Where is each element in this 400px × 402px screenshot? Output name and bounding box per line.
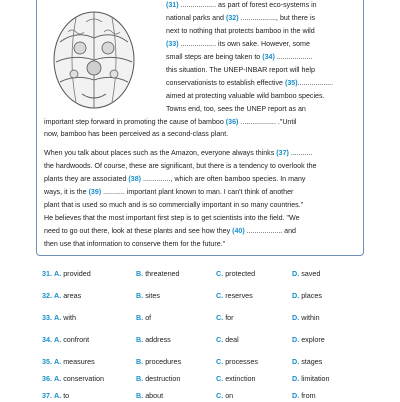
answer-option-37-C[interactable] [216, 390, 233, 402]
option-letter: C. [216, 374, 224, 383]
option-text: places [301, 291, 322, 300]
option-letter: D. [292, 357, 300, 366]
answer-option-34-C[interactable] [216, 334, 239, 346]
option-text: measures [63, 357, 95, 366]
option-text: provided [63, 269, 91, 278]
answer-option-35-D[interactable] [292, 356, 322, 368]
option-text: with [63, 313, 76, 322]
option-letter: A. [54, 335, 62, 344]
answer-option-33-B[interactable] [136, 312, 151, 324]
option-letter: C. [216, 313, 224, 322]
option-letter: A. [54, 291, 62, 300]
passage-line: plant that is used so much and is so commercially important in so many countries." [44, 201, 304, 209]
option-letter: D. [292, 335, 300, 344]
passage-line: (31) .................. as part of forest eco-systems in [166, 1, 317, 9]
option-text: address [145, 335, 171, 344]
question-row-36 [42, 373, 372, 385]
option-text: sites [145, 291, 160, 300]
answer-option-32-D[interactable] [292, 290, 322, 302]
option-text: conservation [63, 374, 104, 383]
option-letter: A. [54, 313, 62, 322]
answer-option-33-D[interactable] [292, 312, 320, 324]
blank-33: (33) [166, 40, 179, 48]
passage-line: now, bamboo has been perceived as a second-class plant. [44, 130, 229, 138]
answer-option-34-B[interactable] [136, 334, 171, 346]
passage-line: important step forward in promoting the cause of bamboo (36) .................. ."Until [44, 118, 297, 126]
answer-option-37-B[interactable] [136, 390, 163, 402]
option-letter: D. [292, 269, 300, 278]
option-letter: B. [136, 374, 144, 383]
option-text: reserves [225, 291, 253, 300]
question-row-34 [42, 334, 372, 346]
option-text: processes [225, 357, 258, 366]
question-number: 36. [42, 374, 52, 383]
passage-line: national parks and (32) .................., but there is [166, 14, 316, 22]
answer-option-36-C[interactable] [216, 373, 256, 385]
passage-line: small steps are being taken to (34) .................. [166, 53, 313, 61]
option-text: saved [301, 269, 321, 278]
answer-option-35-A[interactable] [42, 356, 95, 368]
passage-line: next to nothing that protects bamboo in the wild [166, 27, 315, 35]
option-letter: A. [54, 374, 62, 383]
question-number: 31. [42, 269, 52, 278]
option-letter: C. [216, 357, 224, 366]
blank-34: (34) [262, 53, 275, 61]
blank-31: (31) [166, 1, 179, 9]
answer-option-32-B[interactable] [136, 290, 160, 302]
option-text: explore [301, 335, 325, 344]
answer-option-31-D[interactable] [292, 268, 320, 280]
question-row-33 [42, 312, 372, 324]
answer-option-31-C[interactable] [216, 268, 255, 280]
option-text: procedures [145, 357, 182, 366]
option-text: of [145, 313, 152, 322]
option-text: to [63, 391, 70, 400]
option-text: confront [63, 335, 90, 344]
passage-line: (33) .................. its own sake. However, some [166, 40, 310, 48]
option-letter: C. [216, 335, 224, 344]
answer-option-36-D[interactable] [292, 373, 330, 385]
question-row-31 [42, 268, 372, 280]
option-letter: C. [216, 391, 224, 400]
option-letter: B. [136, 291, 144, 300]
option-text: threatened [145, 269, 180, 278]
option-letter: B. [136, 391, 144, 400]
option-text: stages [301, 357, 323, 366]
decorative-globe-illustration [46, 2, 142, 114]
option-letter: B. [136, 269, 144, 278]
answer-option-35-C[interactable] [216, 356, 258, 368]
passage-line: plants they are associated (38) .............., which are often bamboo species. In many [44, 175, 306, 183]
option-letter: D. [292, 291, 300, 300]
answer-option-32-A[interactable] [42, 290, 81, 302]
question-number: 34. [42, 335, 52, 344]
passage-line: this situation. The UNEP-INBAR report will help [166, 66, 315, 74]
passage-line: then use that information to conserve them for the future." [44, 240, 226, 248]
option-text: destruction [145, 374, 181, 383]
answer-option-34-A[interactable] [42, 334, 89, 346]
passage-line: He believes that the most important first step is to get scientists into the field. "We [44, 214, 300, 222]
option-letter: C. [216, 291, 224, 300]
answer-option-36-B[interactable] [136, 373, 180, 385]
option-letter: D. [292, 313, 300, 322]
question-number: 37. [42, 391, 52, 400]
passage-line: Towns end, too, sees the UNEP report as an [166, 105, 306, 113]
answer-option-33-A[interactable] [42, 312, 76, 324]
answer-option-32-C[interactable] [216, 290, 253, 302]
question-number: 35. [42, 357, 52, 366]
answer-option-31-B[interactable] [136, 268, 180, 280]
blank-36: (36) [225, 118, 239, 126]
question-row-35 [42, 356, 372, 368]
option-text: areas [63, 291, 82, 300]
answer-option-36-A[interactable] [42, 373, 104, 385]
option-text: on [225, 391, 234, 400]
option-letter: D. [292, 391, 300, 400]
option-letter: D. [292, 374, 300, 383]
option-text: for [225, 313, 234, 322]
answer-option-37-D[interactable] [292, 390, 316, 402]
passage-line: conservationists to establish effective (35).................. [166, 79, 334, 87]
answer-option-37-A[interactable] [42, 390, 69, 402]
question-row-37 [42, 390, 372, 402]
answer-option-34-D[interactable] [292, 334, 325, 346]
question-row-32 [42, 290, 372, 302]
answer-option-35-B[interactable] [136, 356, 181, 368]
option-letter: A. [54, 357, 62, 366]
passage-line: the hardwoods. Of course, these are significant, but there is a tendency to overlook the [44, 162, 317, 170]
blank-37: (37) [276, 149, 289, 157]
option-text: deal [225, 335, 239, 344]
question-number: 33. [42, 313, 52, 322]
passage-line: When you talk about places such as the Amazon, everyone always thinks (37) ........... [44, 149, 313, 157]
blank-32: (32) [225, 14, 239, 22]
blank-39: (39) [88, 188, 102, 196]
blank-40: (40) [232, 227, 245, 235]
option-text: about [145, 391, 164, 400]
blank-38: (38) [128, 175, 142, 183]
option-letter: B. [136, 313, 144, 322]
answer-option-31-A[interactable] [42, 268, 91, 280]
passage-line: need to go out there, look at these plants and see how they (40) .................. and [44, 227, 297, 235]
question-number: 32. [42, 291, 52, 300]
option-letter: A. [54, 269, 62, 278]
option-letter: A. [54, 391, 62, 400]
option-text: from [301, 391, 316, 400]
option-text: within [301, 313, 320, 322]
passage-line: aimed at protecting valuable wild bamboo species. [166, 92, 325, 100]
blank-35: (35) [284, 79, 298, 87]
answer-option-33-C[interactable] [216, 312, 234, 324]
option-text: protected [225, 269, 256, 278]
option-text: extinction [225, 374, 256, 383]
option-letter: C. [216, 269, 224, 278]
option-letter: B. [136, 335, 144, 344]
option-letter: B. [136, 357, 144, 366]
passage-line: ways, it is the (39) ........... important plant known to man. I can't think of another [44, 188, 294, 196]
option-text: limitation [301, 374, 330, 383]
